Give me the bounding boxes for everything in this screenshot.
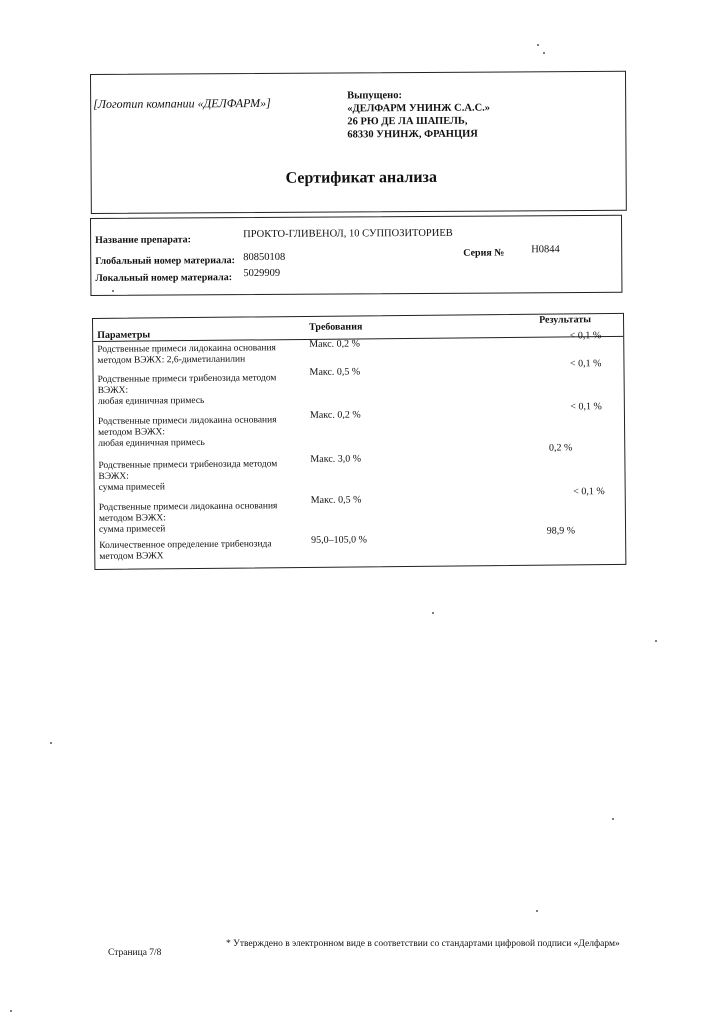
issuer-name: «ДЕЛФАРМ УНИНЖ С.А.С.» <box>347 102 491 115</box>
table-row-5-result: < 0,1 % <box>573 486 605 498</box>
product-info-box <box>90 215 622 296</box>
page-number: Страница 7/8 <box>108 948 162 958</box>
series-label: Серия № <box>463 247 505 259</box>
table-row-6-requirement: 95,0–105,0 % <box>311 534 368 546</box>
results-table <box>92 313 626 570</box>
global-material-label: Глобальный номер материала: <box>95 255 236 267</box>
table-row-2-parameter: Родственные примеси трибенозида методом ВЭЖХ: любая единичная примесь <box>97 373 277 407</box>
product-name-value: ПРОКТО-ГЛИВЕНОЛ, 10 СУППОЗИТОРИЕВ <box>243 227 453 241</box>
local-material-value: 5029909 <box>243 267 281 280</box>
scan-speck <box>612 818 614 820</box>
scan-speck <box>432 612 434 614</box>
scan-speck <box>543 52 545 54</box>
issuer-street: 26 РЮ ДЕ ЛА ШАПЕЛЬ, <box>347 115 468 128</box>
scan-speck <box>112 290 114 292</box>
scan-speck <box>50 742 52 744</box>
company-logo-placeholder: [Логотип компании «ДЕЛФАРМ»] <box>93 95 271 111</box>
column-header-results: Результаты <box>538 314 592 326</box>
header-box <box>90 71 627 214</box>
table-row-4-parameter: Родственные примеси трибенозида методом ВЭЖХ: сумма примесей <box>98 459 278 493</box>
table-row-5-requirement: Макс. 0,5 % <box>310 494 362 506</box>
scan-speck <box>10 1010 12 1012</box>
table-row-1-result: < 0,1 % <box>569 330 602 342</box>
table-row-1-parameter: Родственные примеси лидокаина основания методом ВЭЖХ: 2,6-диметиланилин <box>97 343 276 366</box>
scan-speck <box>655 640 657 642</box>
local-material-label: Локальный номер материала: <box>95 272 233 284</box>
table-row-2-result: < 0,1 % <box>569 358 602 370</box>
page-title: Сертификат анализа <box>285 168 438 187</box>
table-row-6-result: 98,9 % <box>546 525 576 537</box>
table-row-4-result: 0,2 % <box>548 442 573 454</box>
table-row-3-parameter: Родственные примеси лидокаина основания методом ВЭЖХ: любая единичная примесь <box>97 415 277 449</box>
table-row-3-result: < 0,1 % <box>570 401 602 413</box>
series-value: H0844 <box>531 244 560 256</box>
global-material-value: 80850108 <box>243 251 286 264</box>
table-row-3-requirement: Макс. 0,2 % <box>309 409 361 421</box>
column-header-parameters: Параметры <box>97 329 151 341</box>
scan-speck <box>537 44 539 46</box>
table-row-1-requirement: Макс. 0,2 % <box>309 338 361 350</box>
table-row-2-requirement: Макс. 0,5 % <box>309 366 361 378</box>
issued-by-label: Выпущено: <box>347 90 402 102</box>
column-header-requirements: Требования <box>309 321 363 333</box>
digital-signature-note: * Утверждено в электронном виде в соответствии со стандартами цифровой подписи «Делфарм» <box>226 939 620 949</box>
issuer-city: 68330 УНИНЖ, ФРАНЦИЯ <box>347 128 478 141</box>
scan-speck <box>536 910 538 912</box>
issuer-block <box>347 89 490 142</box>
table-row-6-parameter: Количественное определение трибенозида методом ВЭЖХ <box>99 539 272 562</box>
table-row-5-parameter: Родственные примеси лидокаина основания методом ВЭЖХ: сумма примесей <box>98 501 278 535</box>
product-name-label: Название препарата: <box>95 234 192 246</box>
table-row-4-requirement: Макс. 3,0 % <box>310 453 362 465</box>
